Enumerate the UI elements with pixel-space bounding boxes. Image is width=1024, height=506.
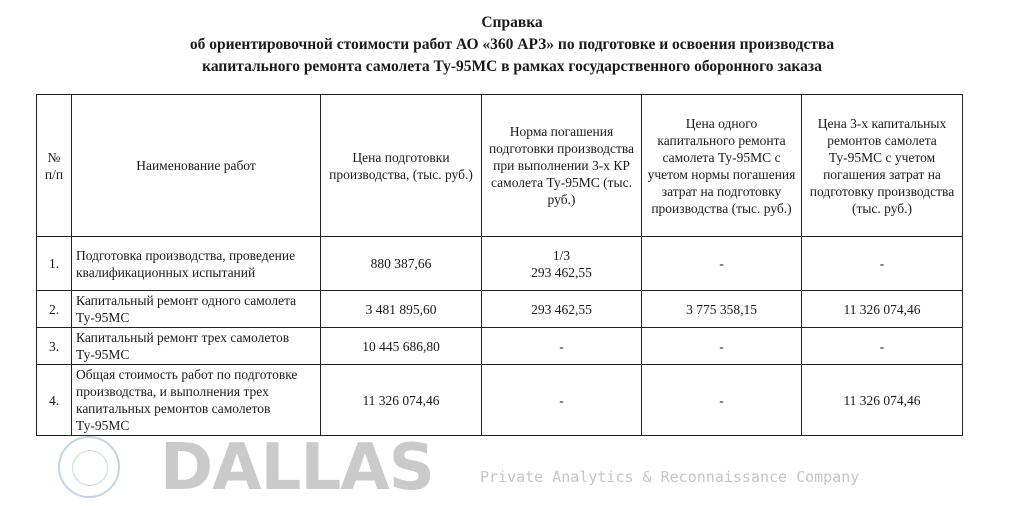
row-name: Капитальный ремонт одного самолета Ту-95МС xyxy=(72,291,321,328)
header-name: Наименование работ xyxy=(72,95,321,237)
row-prep-price: 11 326 074,46 xyxy=(321,365,482,436)
norm-fraction: 1/3 xyxy=(552,247,571,263)
row-one-repair: - xyxy=(642,237,802,291)
row-one-repair: - xyxy=(642,328,802,365)
document-title xyxy=(0,12,1024,78)
row-three-repairs: 11 326 074,46 xyxy=(802,365,963,436)
watermark-subtitle: Private Analytics & Reconnaissance Company xyxy=(480,468,860,486)
row-norm xyxy=(482,237,642,291)
row-name: Подготовка производства, проведение квалификационных испытаний xyxy=(72,237,321,291)
row-num: 2. xyxy=(37,291,72,328)
header-three-repairs: Цена 3-х капитальных ремонтов самолета Ту-95МС с учетом погашения затрат на подготовку производства (тыс. руб.) xyxy=(802,95,963,237)
title-line-3: капитального ремонта самолета Ту-95МС в рамках государственного оборонного заказа xyxy=(202,58,822,75)
row-norm: - xyxy=(482,328,642,365)
title-line-2: об ориентировочной стоимости работ АО «360 АРЗ» по подготовке и освоения производства xyxy=(189,36,835,53)
table-row xyxy=(37,291,963,328)
header-one-repair: Цена одного капитального ремонта самолета Ту-95МС с учетом нормы погашения затрат на подготовку производства (тыс. руб.) xyxy=(642,95,802,237)
table-header-row xyxy=(37,95,963,237)
header-num: № п/п xyxy=(37,95,72,237)
header-prep-price: Цена подготовки производства, (тыс. руб.) xyxy=(321,95,482,237)
norm-value: 293 462,55 xyxy=(531,264,592,280)
row-num: 4. xyxy=(37,365,72,436)
row-three-repairs: - xyxy=(802,237,963,291)
row-one-repair: 3 775 358,15 xyxy=(642,291,802,328)
table-row xyxy=(37,365,963,436)
watermark-logo: DALLAS xyxy=(160,431,434,505)
row-one-repair: - xyxy=(642,365,802,436)
cost-table xyxy=(36,94,963,436)
row-norm: 293 462,55 xyxy=(482,291,642,328)
table-row xyxy=(37,328,963,365)
stamp-seal-icon xyxy=(58,436,120,498)
row-prep-price: 3 481 895,60 xyxy=(321,291,482,328)
row-prep-price: 880 387,66 xyxy=(321,237,482,291)
row-num: 3. xyxy=(37,328,72,365)
row-three-repairs: - xyxy=(802,328,963,365)
row-name: Капитальный ремонт трех самолетов Ту-95МС xyxy=(72,328,321,365)
title-line-1: Справка xyxy=(481,14,543,31)
row-norm: - xyxy=(482,365,642,436)
table-row xyxy=(37,237,963,291)
row-three-repairs: 11 326 074,46 xyxy=(802,291,963,328)
row-prep-price: 10 445 686,80 xyxy=(321,328,482,365)
row-num: 1. xyxy=(37,237,72,291)
row-name: Общая стоимость работ по подготовке производства, и выполнения трех капитальных ремонтов самолетов Ту-95МС xyxy=(72,365,321,436)
header-norm: Норма погашения подготовки производства при выполнении 3-х КР самолета Ту-95МС (тыс. руб.) xyxy=(482,95,642,237)
